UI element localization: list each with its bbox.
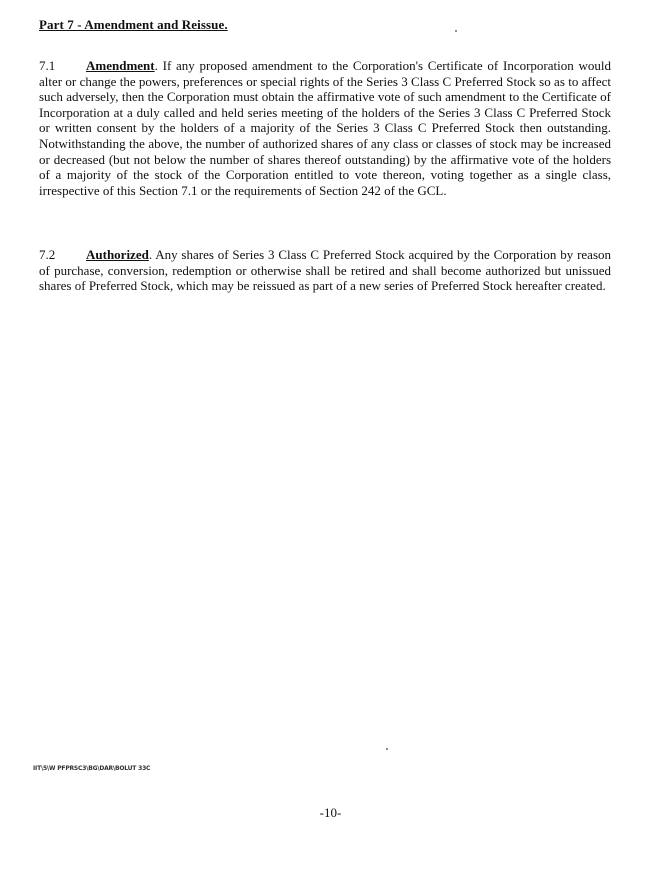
section-body: . Any shares of Series 3 Class C Preferred Stock acquired by the Corporation by reason of purchase, conversion, redemption or otherwise shall be retired and shall become authorized but unissued shares of Preferred Stock, which may be reissued as part of a new series of Preferred Stock hereafter created. — [39, 247, 611, 294]
footer-document-code: IIT\5\W PFPRSC3\BG\DAR\BOLUT 33C — [33, 765, 151, 772]
scan-speck — [386, 748, 388, 750]
section-number: 7.2 — [39, 247, 56, 262]
section-7-1 — [39, 58, 611, 198]
scan-speck — [455, 30, 457, 32]
section-body: . If any proposed amendment to the Corporation's Certificate of Incorporation would alter or change the powers, preferences or special rights of the Series 3 Class C Preferred Stock so as to affect such adversely, then the Corporation must obtain the affirmative vote of such amendment to the Certificate of Incorporation at a duly called and held series meeting of the holders of the Series 3 Class C Preferred Stock or written consent by the holders of a majority of the Series 3 Class C Preferred Stock then outstanding. Notwithstanding the above, the number of authorized shares of any class or classes of stock may be increased or decreased (but not below the number of shares thereof outstanding) by the affirmative vote of the holders of a majority of the stock of the Corporation entitled to vote thereon, voting together as a single class, irrespective of this Section 7.1 or the requirements of Section 242 of the GCL. — [39, 58, 611, 198]
section-title: Authorized — [86, 247, 149, 262]
part-heading: Part 7 - Amendment and Reissue. — [39, 17, 228, 32]
page-number: -10- — [319, 805, 342, 820]
section-title: Amendment — [86, 58, 155, 73]
section-7-2 — [39, 247, 611, 294]
section-number: 7.1 — [39, 58, 56, 73]
